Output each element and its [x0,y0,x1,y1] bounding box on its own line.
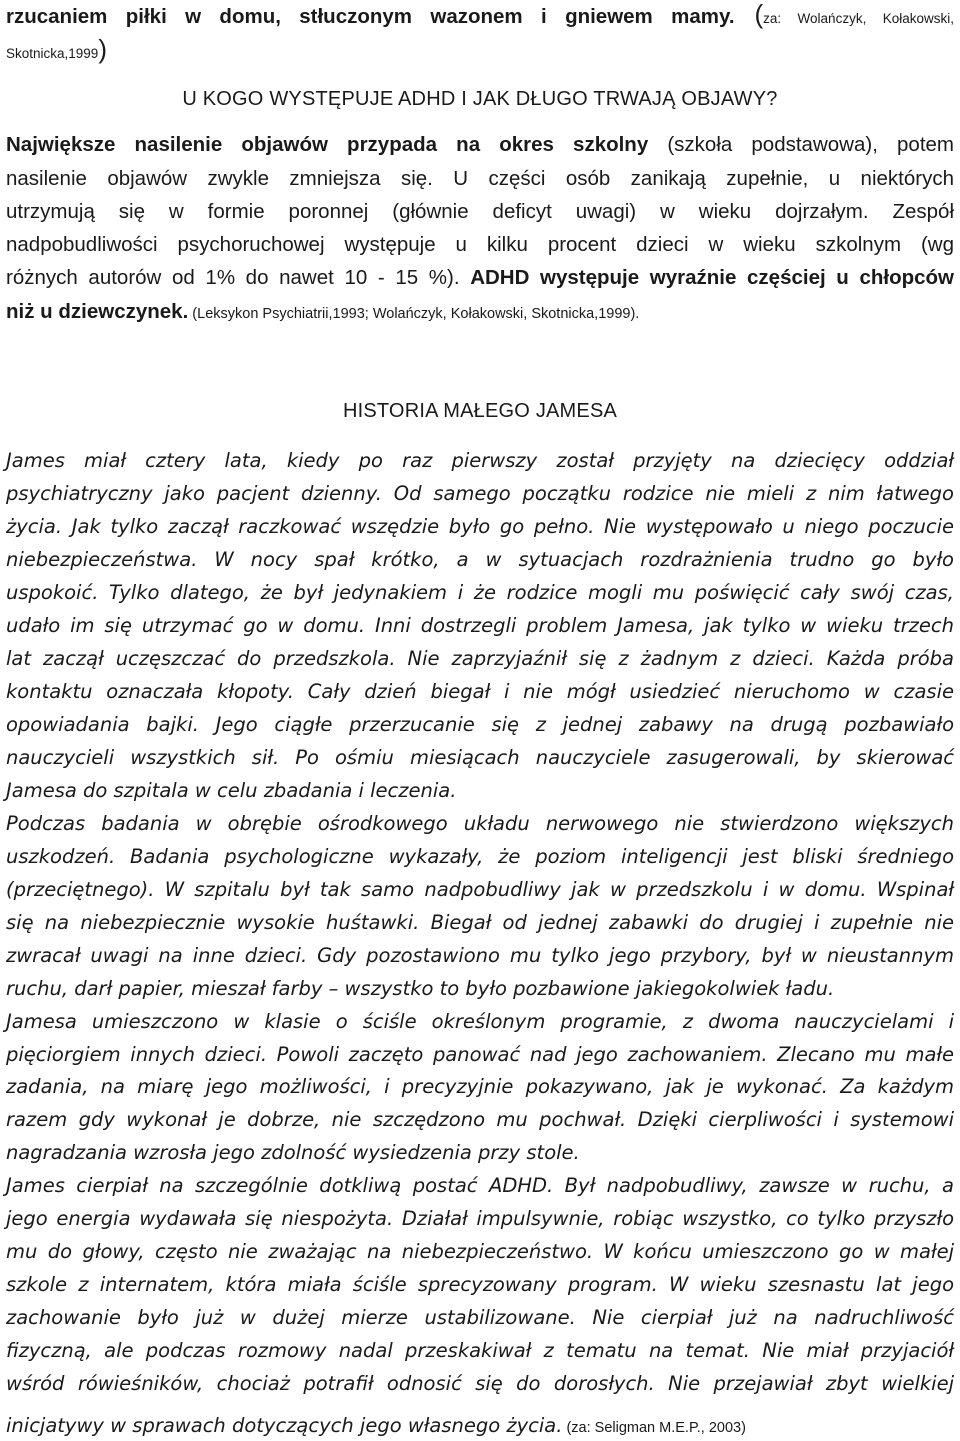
story-line: niebezpieczeństwa. W nocy spał krótko, a w sytuacjach rozdrażnienia trudno go było [6,547,954,571]
top-line-2 [6,36,954,67]
section-heading-adhd: U KOGO WYSTĘPUJE ADHD I JAK DŁUGO TRWAJĄ OBJAWY? [182,88,778,110]
citation-text: (za: Seligman M.E.P., 2003) [562,1420,746,1436]
story-line: Jamesa umieszczono w klasie o ściśle określonym programie, z dwoma nauczycielami i [6,1009,954,1033]
top-line-1 [6,1,954,32]
text: różnych autorów od 1% do nawet 10 - 15 %). [6,266,471,289]
story-line: uszkodzeń. Badania psychologiczne wykazały, że poziom inteligencji jest bliski średniego [6,844,954,868]
citation-text: Skotnicka,1999 [6,46,99,61]
story-line: wśród rówieśników, chociaż potrafił odnosić się do dorosłych. Nie przejawiał zbyt wielkiej [6,1372,954,1396]
text: inicjatywy w sprawach dotyczących jego własnego życia. [6,1414,563,1437]
bold-text: niż u dziewczynek. [6,300,189,323]
story-line: pięciorgiem innych dzieci. Powoli zaczęto panować nad jego zachowaniem. Zlecano mu małe [6,1042,954,1066]
text: (szkoła podstawowa), potem [648,133,954,156]
story-line: lat zaczął uczęszczać do przedszkola. Nie zaprzyjaźnił się z żadnym z dzieci. Każda próba [6,646,954,670]
section-heading-james: HISTORIA MAŁEGO JAMESA [342,400,618,422]
story-line: psychiatryczny jako pacjent dzienny. Od samego początku rodzice nie mieli z nim łatwego [6,482,954,505]
story-line: udało im się utrzymać go w domu. Inni dostrzegli problem Jamesa, jak tylko w wieku trzech [6,613,954,637]
citation-text: (Leksykon Psychiatrii,1993; Wolańczyk, Kołakowski, Skotnicka,1999). [188,306,640,322]
paren-close: ) [98,34,107,64]
story-line: uspokoić. Tylko dlatego, że był jedynakiem i że rodzice mogli mu poświęcić cały swój czas, [6,580,954,604]
story-line: zwracał uwagi na inne dzieci. Gdy pozostawiono mu tylko jego przybory, był w nieustannym [6,943,954,967]
bold-text: ADHD występuje wyraźnie częściej u chłopców [470,266,954,289]
story-line: razem gdy wykonał je dobrze, nie szczędzono mu pochwał. Dzięki cierpliwości i systemowi [6,1108,954,1132]
paragraph-line [6,299,954,327]
story-line: James miał cztery lata, kiedy po raz pierwszy został przyjęty na dziecięcy oddział [6,449,954,472]
story-line: mu do głowy, często nie zważając na niebezpieczeństwo. W końcu umieszczono go w małej [6,1240,954,1264]
paragraph-line [6,132,954,158]
story-line: szkole z internatem, która miała ściśle sprecyzowany program. W wieku szesnastu lat jego [6,1273,954,1297]
story-line: nagradzania wzrosła jego zdolność wysiedzenia przy stole. [6,1141,580,1165]
story-line: Podczas badania w obrębie ośrodkowego układu nerwowego nie stwierdzono większych [6,811,954,835]
paragraph-line: nadpobudliwości psychoruchowej występuje u kilku procent dzieci w wieku szkolnym (wg [6,233,954,256]
story-line: (przeciętnego). W szpitalu był tak samo nadpobudliwy jak w przedszkolu i w domu. Wspinał [6,877,954,901]
story-line: życia. Jak tylko zaczął raczkować wszędzie było go pełno. Nie występowało u niego poczucie [6,514,954,538]
citation-text: za: Wolańczyk, Kołakowski, [763,11,955,26]
paren-open: ( [734,0,764,29]
paragraph-line [6,265,954,291]
story-line: ruchu, darł papier, mieszał farby – wszystko to było pozbawione jakiegokolwiek ładu. [6,976,835,1000]
story-line: jego energia wydawała się niespożyta. Działał impulsywnie, robiąc wszystko, co tylko przyszło [6,1207,954,1231]
bold-text: rzucaniem piłki w domu, stłuczonym wazonem i gniewem mamy. [6,5,735,28]
bold-text: Największe nasilenie objawów przypada na okres szkolny [6,133,649,156]
story-line: fizyczną, ale podczas rozmowy nadal przeskakiwał z tematu na temat. Nie miał przyjaciół [6,1339,954,1363]
story-last-line [6,1413,954,1441]
paragraph-line: nasilenie objawów zwykle zmniejsza się. U części osób zanikają zupełnie, u niektórych [6,167,954,190]
story-line: Jamesa do szpitala w celu zbadania i leczenia. [6,778,457,802]
story-line: zachowanie było już w dużej mierze ustabilizowane. Nie cierpiał już na nadruchliwość [6,1306,954,1330]
story-line: zadania, na miarę jego możliwości, i precyzyjnie pokazywano, jak je wykonać. Za każdym [6,1075,954,1099]
story-line: James cierpiał na szczególnie dotkliwą postać ADHD. Był nadpobudliwy, zawsze w ruchu, a [6,1174,954,1198]
story-line: kontaktu oznaczała kłopoty. Cały dzień biegał i nie mógł usiedzieć nieruchomo w czasie [6,679,954,703]
story-line: nauczycieli wszystkich sił. Po ośmiu miesiącach nauczyciele zasugerowali, by skierować [6,745,954,769]
paragraph-line: utrzymują się w formie poronnej (głównie deficyt uwagi) w wieku dojrzałym. Zespół [6,200,954,223]
story-line: opowiadania bajki. Jego ciągłe przerzucanie się z jednej zabawy na drugą pozbawiało [6,712,954,736]
story-line: się na niebezpiecznie wysokie huśtawki. Biegał od jednej zabawki do drugiej i zupełnie nie [6,910,954,934]
